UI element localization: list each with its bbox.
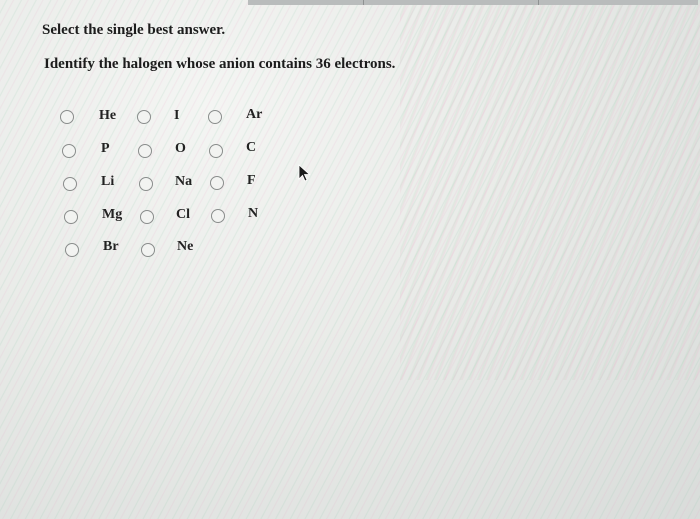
top-bezel-edge — [248, 0, 698, 5]
option-label-c[interactable]: C — [246, 140, 257, 155]
option-label-ar[interactable]: Ar — [246, 107, 263, 122]
instruction-text: Select the single best answer. — [42, 22, 226, 38]
radio-br[interactable] — [65, 243, 79, 257]
radio-n[interactable] — [211, 209, 225, 223]
option-label-f[interactable]: F — [247, 173, 256, 188]
option-label-li[interactable]: Li — [101, 174, 115, 189]
radio-c[interactable] — [209, 144, 223, 158]
radio-he[interactable] — [60, 110, 74, 124]
option-label-mg[interactable]: Mg — [102, 207, 123, 222]
screen-glare — [400, 0, 700, 380]
option-label-cl[interactable]: Cl — [176, 207, 190, 222]
radio-f[interactable] — [210, 176, 224, 190]
option-label-i[interactable]: I — [174, 108, 180, 123]
radio-p[interactable] — [62, 144, 76, 158]
option-label-ne[interactable]: Ne — [177, 239, 194, 254]
radio-na[interactable] — [139, 177, 153, 191]
radio-ar[interactable] — [208, 110, 222, 124]
mouse-pointer-icon — [298, 164, 312, 182]
option-label-p[interactable]: P — [101, 141, 110, 156]
option-label-n[interactable]: N — [248, 206, 259, 221]
radio-ne[interactable] — [141, 243, 155, 257]
radio-o[interactable] — [138, 144, 152, 158]
radio-mg[interactable] — [64, 210, 78, 224]
option-label-o[interactable]: O — [175, 141, 186, 156]
question-text: Identify the halogen whose anion contains 36 electrons. — [44, 56, 396, 72]
radio-cl[interactable] — [140, 210, 154, 224]
option-label-br[interactable]: Br — [103, 239, 119, 254]
radio-i[interactable] — [137, 110, 151, 124]
radio-li[interactable] — [63, 177, 77, 191]
option-label-na[interactable]: Na — [175, 174, 193, 189]
option-label-he[interactable]: He — [99, 108, 117, 123]
